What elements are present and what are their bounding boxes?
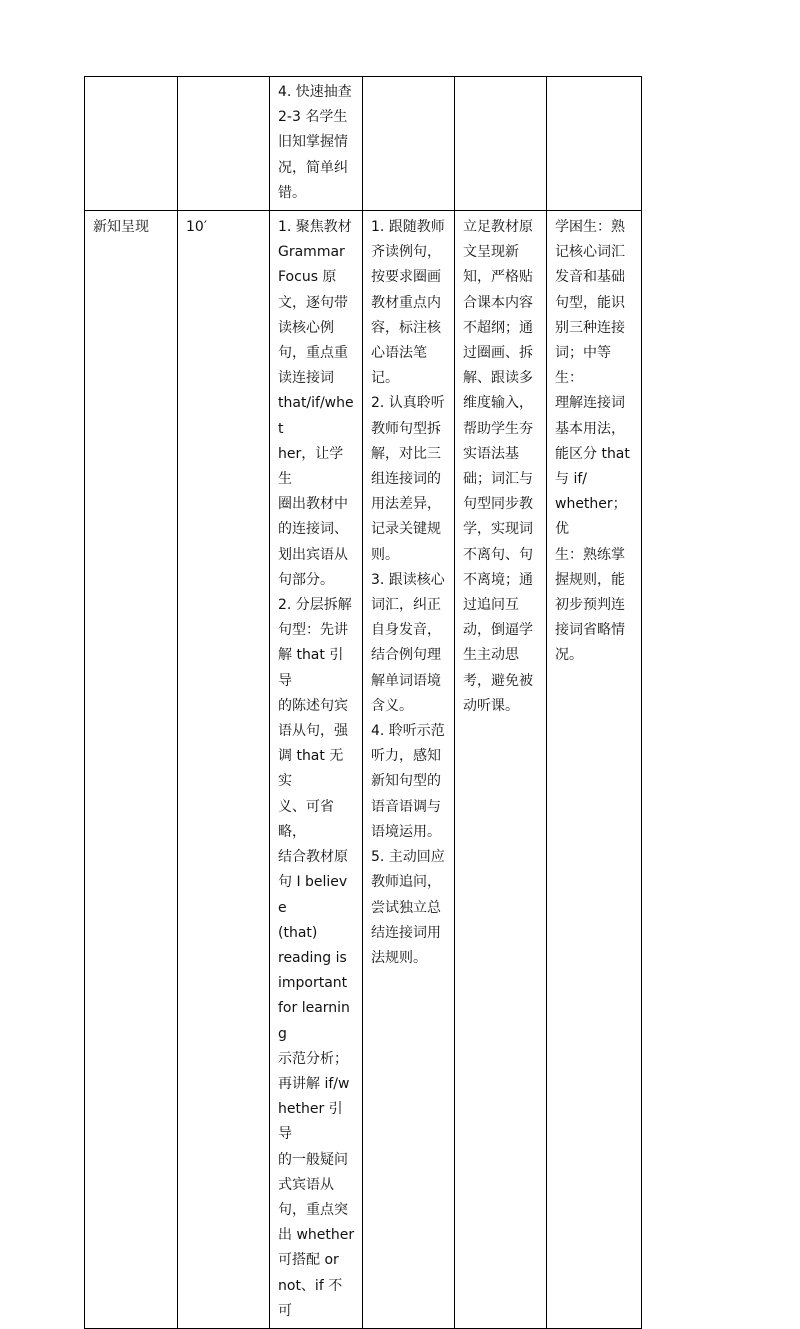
- time-cell: 10′: [178, 211, 270, 1329]
- stage-cell: 新知呈现: [85, 211, 178, 1329]
- teacher-activity-cell: 4. 快速抽查 2-3 名学生 旧知掌握情 况，简单纠 错。: [270, 77, 363, 211]
- design-intent-cell: [455, 77, 547, 211]
- student-activity-cell: [363, 77, 455, 211]
- time-cell: [178, 77, 270, 211]
- table-row: [85, 211, 642, 1329]
- layered-goal-cell: 学困生：熟 记核心词汇 发音和基础 句型，能识 别三种连接 词；中等生： 理解连接词 基本用法， 能区分 that 与 if/ whether；优 生：熟练掌 握规则，能 初步预判连 接词省略情 况。: [547, 211, 642, 1329]
- table-row: [85, 77, 642, 211]
- stage-cell: [85, 77, 178, 211]
- layered-goal-cell: [547, 77, 642, 211]
- lesson-plan-table: [84, 76, 642, 1329]
- design-intent-cell: 立足教材原 文呈现新 知，严格贴 合课本内容 不超纲；通 过圈画、拆 解、跟读多 维度输入， 帮助学生夯 实语法基 础；词汇与 句型同步教 学，实现词 不离句、句 不离境；通 过追问互 动，倒逼学 生主动思 考，避免被 动听课。: [455, 211, 547, 1329]
- student-activity-cell: 1. 跟随教师 齐读例句， 按要求圈画 教材重点内 容，标注核 心语法笔 记。 2. 认真聆听 教师句型拆 解，对比三 组连接词的 用法差异， 记录关键规 则。 3. 跟读核心 词汇，纠正 自身发音， 结合例句理 解单词语境 含义。 4. 聆听示范 听力，感知 新知句型的 语音语调与 语境运用。 5. 主动回应 教师追问， 尝试独立总 结连接词用 法规则。: [363, 211, 455, 1329]
- teacher-activity-cell: 1. 聚焦教材 Grammar Focus 原 文，逐句带 读核心例 句，重点重 读连接词 that/if/whet her，让学生 圈出教材中 的连接词、 划出宾语从 句部分。 2. 分层拆解 句型：先讲 解 that 引导 的陈述句宾 语从句，强 调 that 无实 义、可省略， 结合教材原 句 I believe (that) reading is important for learning 示范分析； 再讲解 if/w hether 引导 的一般疑问 式宾语从 句，重点突 出 whether 可搭配 or not、if 不可: [270, 211, 363, 1329]
